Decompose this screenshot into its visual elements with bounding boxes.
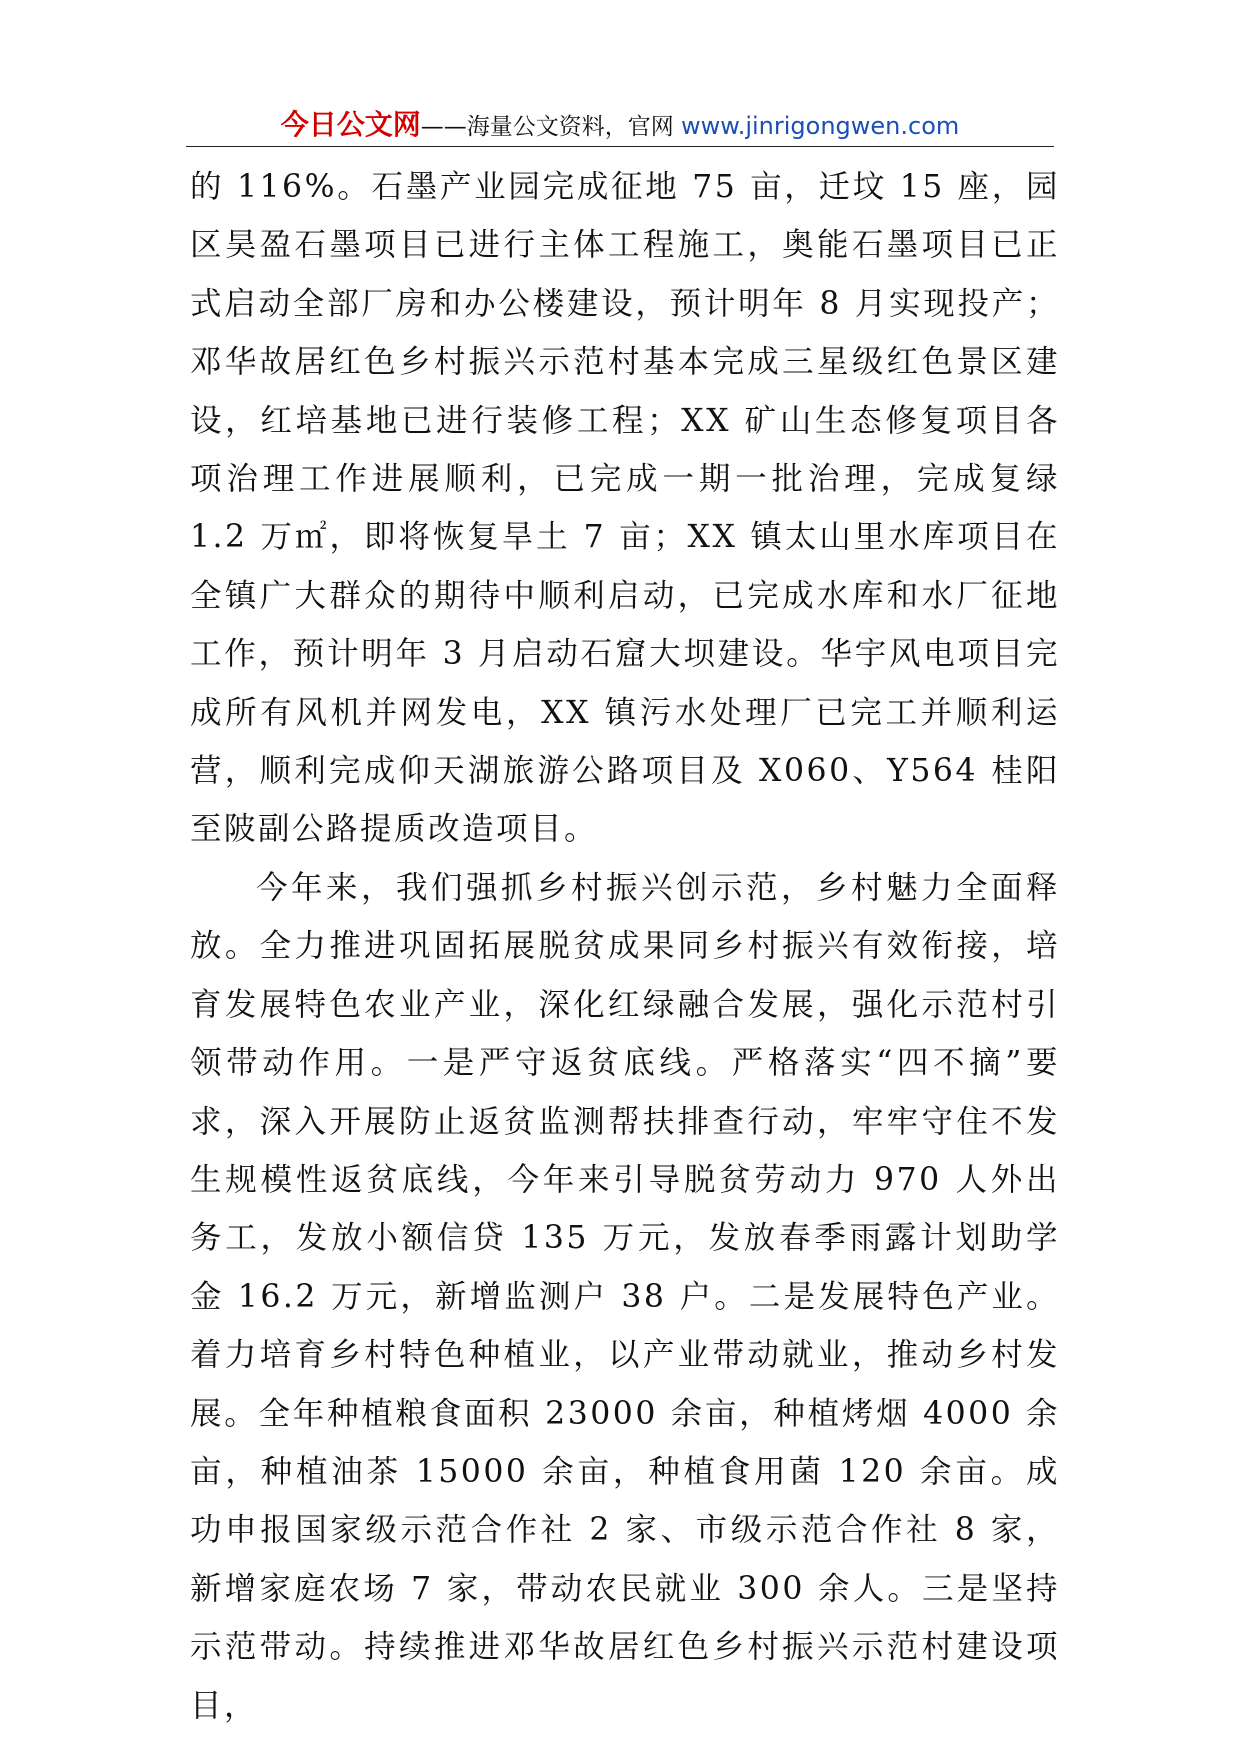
paragraph-continued: 的 116%。石墨产业园完成征地 75 亩，迁坟 15 座，园区昊盈石墨项目已进行主体工程施工，奥能石墨项目已正式启动全部厂房和办公楼建设，预计明年 8 月实现投产；邓华故居红色乡村振兴示范村基本完成三星级红色景区建设，红培基地已进行装修工程；XX 矿山生态修复项目各项治理工作进展顺利，已完成一期一批治理，完成复绿 1.2 万㎡，即将恢复旱土 7 亩；XX 镇太山里水库项目在全镇广大群众的期待中顺利启动，已完成水库和水厂征地工作，预计明年 3 月启动石窟大坝建设。华宇风电项目完成所有风机并网发电，XX 镇污水处理厂已完工并顺利运营，顺利完成仰天湖旅游公路项目及 X060、Y564 桂阳至陂副公路提质改造项目。	[190, 169, 1060, 848]
paragraph-rural-revitalization: 今年来，我们强抓乡村振兴创示范，乡村魅力全面释放。全力推进巩固拓展脱贫成果同乡村振兴有效衔接，培育发展特色农业产业，深化红绿融合发展，强化示范村引领带动作用。一是严守返贫底线。严格落实“四不摘”要求，深入开展防止返贫监测帮扶排查行动，牢牢守住不发生规模性返贫底线，今年来引导脱贫劳动力 970 人外出务工，发放小额信贷 135 万元，发放春季雨露计划助学金 16.2 万元，新增监测户 38 户。二是发展特色产业。着力培育乡村特色种植业，以产业带动就业，推动乡村发展。全年种植粮食面积 23000 余亩，种植烤烟 4000 余亩，种植油茶 15000 余亩，种植食用菌 120 余亩。成功申报国家级示范合作社 2 家、市级示范合作社 8 家，新增家庭农场 7 家，带动农民就业 300 余人。三是坚持示范带动。持续推进邓华故居红色乡村振兴示范村建设项目，	[190, 869, 1060, 1724]
site-url-link[interactable]: www.jinrigongwen.com	[681, 112, 960, 140]
page-header	[186, 104, 1054, 147]
document-body	[190, 158, 1060, 1735]
site-tagline: ——海量公文资料，官网	[420, 114, 682, 140]
header-line	[281, 104, 960, 148]
site-name: 今日公文网	[280, 108, 421, 141]
